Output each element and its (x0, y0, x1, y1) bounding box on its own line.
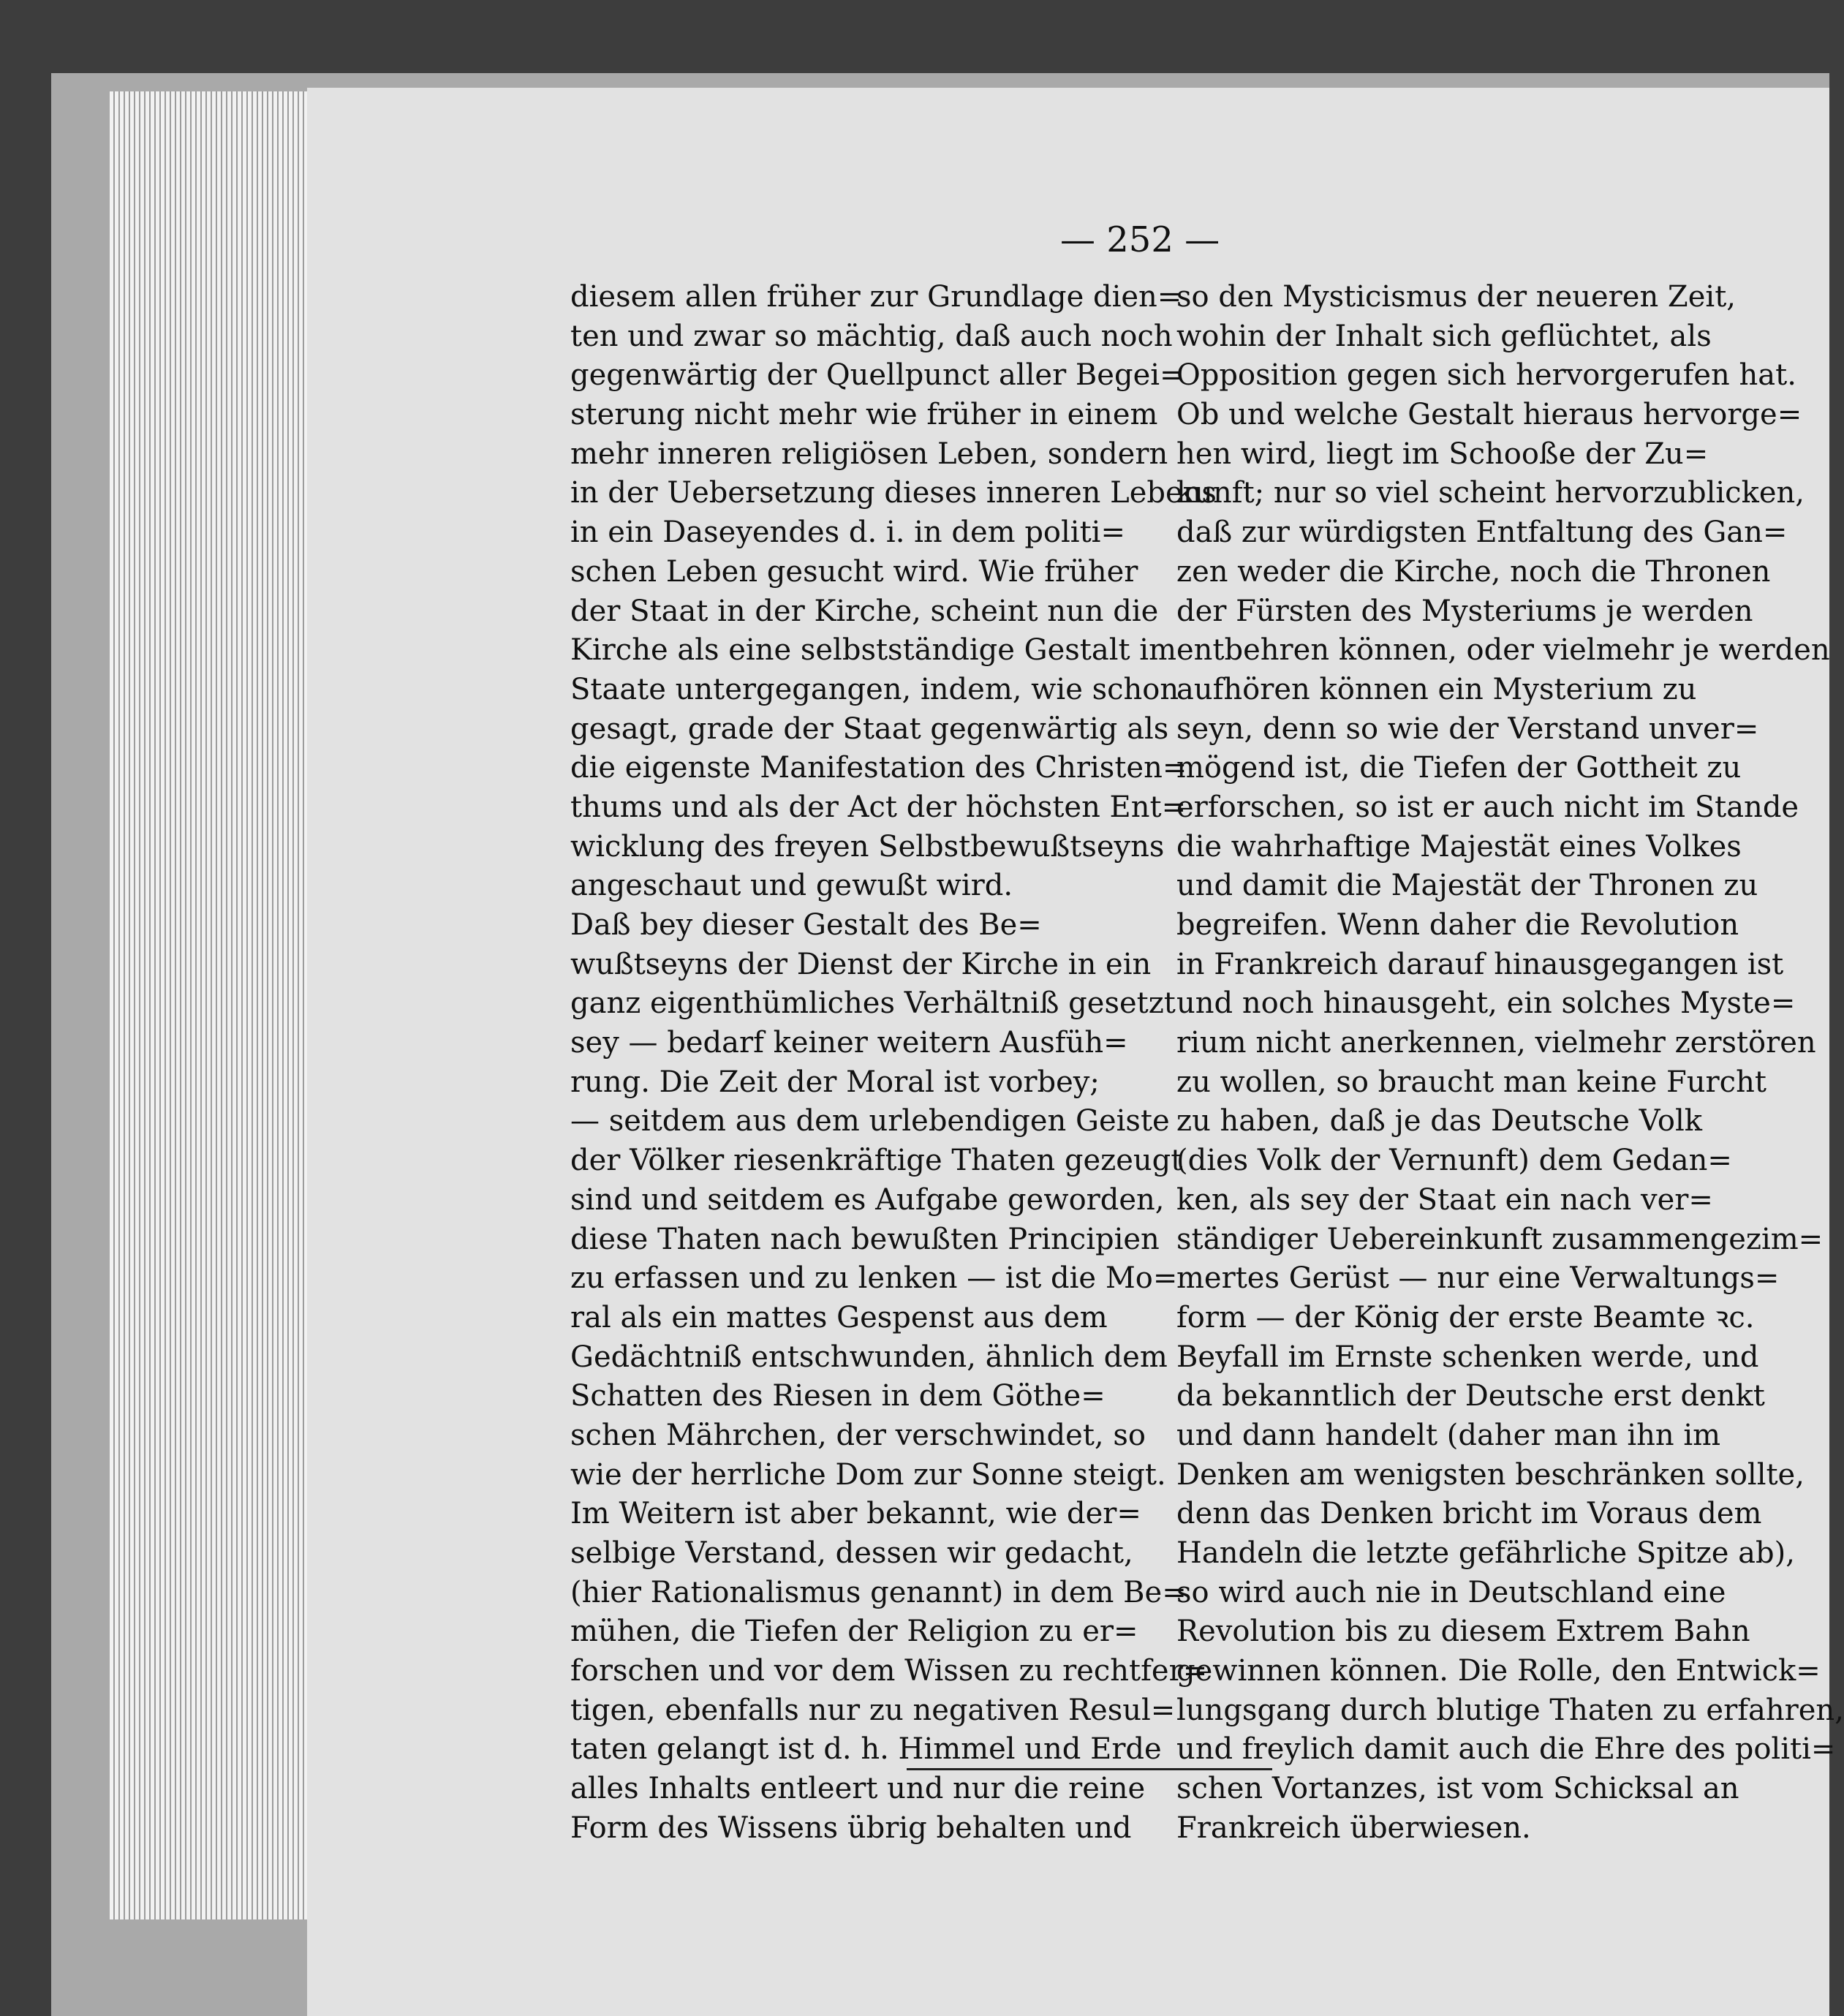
text-line: Kirche als eine selbstständige Gestalt im (570, 633, 1177, 668)
text-line: (dies Volk der Vernunft) dem Gedan= (1176, 1144, 1732, 1178)
text-line: wußtseyns der Dienst der Kirche in ein (570, 947, 1152, 981)
text-line: begreifen. Wenn daher die Revolution (1176, 908, 1739, 942)
text-line: Beyfall im Ernste schenken werde, und (1176, 1340, 1759, 1374)
text-line: mühen, die Tiefen der Religion zu er= (570, 1615, 1138, 1649)
text-line: Daß bey dieser Gestalt des Be= (570, 908, 1042, 942)
text-line: denn das Denken bricht im Voraus dem (1176, 1497, 1762, 1531)
text-line: gegenwärtig der Quellpunct aller Begei= (570, 358, 1184, 393)
text-line: so wird auch nie in Deutschland eine (1176, 1575, 1726, 1609)
text-line: mertes Gerüst — nur eine Verwaltungs= (1176, 1261, 1780, 1296)
text-line: selbige Verstand, dessen wir gedacht, (570, 1536, 1133, 1570)
text-line: Opposition gegen sich hervorgerufen hat. (1176, 358, 1796, 393)
text-line: in der Uebersetzung dieses inneren Lebens (570, 476, 1217, 510)
text-line: zu haben, daß je das Deutsche Volk (1176, 1104, 1702, 1139)
book-page-edges (110, 91, 329, 1919)
text-line: diese Thaten nach bewußten Principien (570, 1222, 1160, 1256)
text-line: Staate untergegangen, indem, wie schon (570, 672, 1179, 706)
text-line: der Staat in der Kirche, scheint nun die (570, 594, 1159, 628)
text-line: daß zur würdigsten Entfaltung des Gan= (1176, 516, 1788, 550)
text-line: sterung nicht mehr wie früher in einem (570, 398, 1158, 432)
text-line: Gedächtniß entschwunden, ähnlich dem (570, 1340, 1168, 1374)
text-line: zen weder die Kirche, noch die Thronen (1176, 554, 1771, 589)
text-line: schen Vortanzes, ist vom Schicksal an (1176, 1772, 1739, 1806)
text-line: und freylich damit auch die Ehre des politi= (1176, 1732, 1836, 1767)
text-line: und damit die Majestät der Thronen zu (1176, 869, 1758, 903)
left-text-column (570, 278, 1217, 1849)
text-line: thums und als der Act der höchsten Ent= (570, 790, 1187, 824)
end-rule (907, 1768, 1272, 1770)
text-line: Handeln die letzte gefährliche Spitze ab), (1176, 1536, 1795, 1570)
text-line: rium nicht anerkennen, vielmehr zerstören (1176, 1026, 1816, 1060)
text-line: kunft; nur so viel scheint hervorzublicken, (1176, 476, 1805, 510)
text-line: gewinnen können. Die Rolle, den Entwick= (1176, 1654, 1821, 1688)
text-line: Denken am wenigsten beschränken sollte, (1176, 1457, 1805, 1492)
text-line: der Völker riesenkräftige Thaten gezeugt (570, 1144, 1183, 1178)
text-line: Schatten des Riesen in dem Göthe= (570, 1379, 1106, 1413)
text-line: hen wird, liegt im Schooße der Zu= (1176, 437, 1709, 471)
text-line: lungsgang durch blutige Thaten zu erfahren, (1176, 1693, 1844, 1727)
text-line: Ob und welche Gestalt hieraus hervorge= (1176, 398, 1802, 432)
text-line: sey — bedarf keiner weitern Ausfüh= (570, 1026, 1128, 1060)
text-line: rung. Die Zeit der Moral ist vorbey; (570, 1065, 1100, 1099)
text-line: und noch hinausgeht, ein solches Myste= (1176, 986, 1796, 1021)
text-line: sind und seitdem es Aufgabe geworden, (570, 1182, 1165, 1217)
text-line: Form des Wissens übrig behalten und (570, 1811, 1132, 1845)
text-line: tigen, ebenfalls nur zu negativen Resul= (570, 1693, 1176, 1727)
text-line: Revolution bis zu diesem Extrem Bahn (1176, 1615, 1750, 1649)
text-line: die wahrhaftige Majestät eines Volkes (1176, 829, 1742, 864)
text-line: zu wollen, so braucht man keine Furcht (1176, 1065, 1766, 1099)
text-line: form — der König der erste Beamte ꝛc. (1176, 1300, 1755, 1334)
text-line: diesem allen früher zur Grundlage dien= (570, 280, 1182, 314)
text-line: ken, als sey der Staat ein nach ver= (1176, 1182, 1713, 1217)
text-line: (hier Rationalismus genannt) in dem Be= (570, 1575, 1187, 1609)
text-line: zu erfassen und zu lenken — ist die Mo= (570, 1261, 1178, 1296)
text-line: schen Leben gesucht wird. Wie früher (570, 554, 1138, 589)
page-number: — 252 — (1060, 219, 1220, 260)
text-line: so den Mysticismus der neueren Zeit, (1176, 280, 1736, 314)
text-line: die eigenste Manifestation des Christen= (570, 751, 1187, 785)
text-line: entbehren können, oder vielmehr je werden (1176, 633, 1830, 668)
text-line: seyn, denn so wie der Verstand unver= (1176, 711, 1759, 746)
text-line: gesagt, grade der Staat gegenwärtig als (570, 711, 1169, 746)
text-line: — seitdem aus dem urlebendigen Geiste (570, 1104, 1170, 1139)
text-line: angeschaut und gewußt wird. (570, 869, 1013, 903)
text-line: Frankreich überwiesen. (1176, 1811, 1531, 1845)
text-line: alles Inhalts entleert und nur die reine (570, 1772, 1146, 1806)
text-line: ral als ein mattes Gespenst aus dem (570, 1300, 1108, 1334)
text-line: in Frankreich darauf hinausgegangen ist (1176, 947, 1784, 981)
text-line: taten gelangt ist d. h. Himmel und Erde (570, 1732, 1162, 1767)
text-line: ten und zwar so mächtig, daß auch noch (570, 319, 1173, 353)
text-line: wie der herrliche Dom zur Sonne steigt. (570, 1457, 1166, 1492)
right-text-column (1176, 278, 1844, 1849)
text-line: schen Mährchen, der verschwindet, so (570, 1418, 1146, 1452)
text-line: in ein Daseyendes d. i. in dem politi= (570, 516, 1125, 550)
text-line: ständiger Uebereinkunft zusammengezim= (1176, 1222, 1824, 1256)
text-line: Im Weitern ist aber bekannt, wie der= (570, 1497, 1141, 1531)
text-line: mehr inneren religiösen Leben, sondern (570, 437, 1168, 471)
text-line: und dann handelt (daher man ihn im (1176, 1418, 1721, 1452)
text-line: erforschen, so ist er auch nicht im Stande (1176, 790, 1799, 824)
text-line: aufhören können ein Mysterium zu (1176, 672, 1697, 706)
text-line: ganz eigenthümliches Verhältniß gesetzt (570, 986, 1176, 1021)
text-line: da bekanntlich der Deutsche erst denkt (1176, 1379, 1765, 1413)
text-line: der Fürsten des Mysteriums je werden (1176, 594, 1753, 628)
text-line: wohin der Inhalt sich geflüchtet, als (1176, 319, 1712, 353)
text-line: forschen und vor dem Wissen zu rechtfer= (570, 1654, 1208, 1688)
text-line: mögend ist, die Tiefen der Gottheit zu (1176, 751, 1742, 785)
text-line: wicklung des freyen Selbstbewußtseyns (570, 829, 1165, 864)
